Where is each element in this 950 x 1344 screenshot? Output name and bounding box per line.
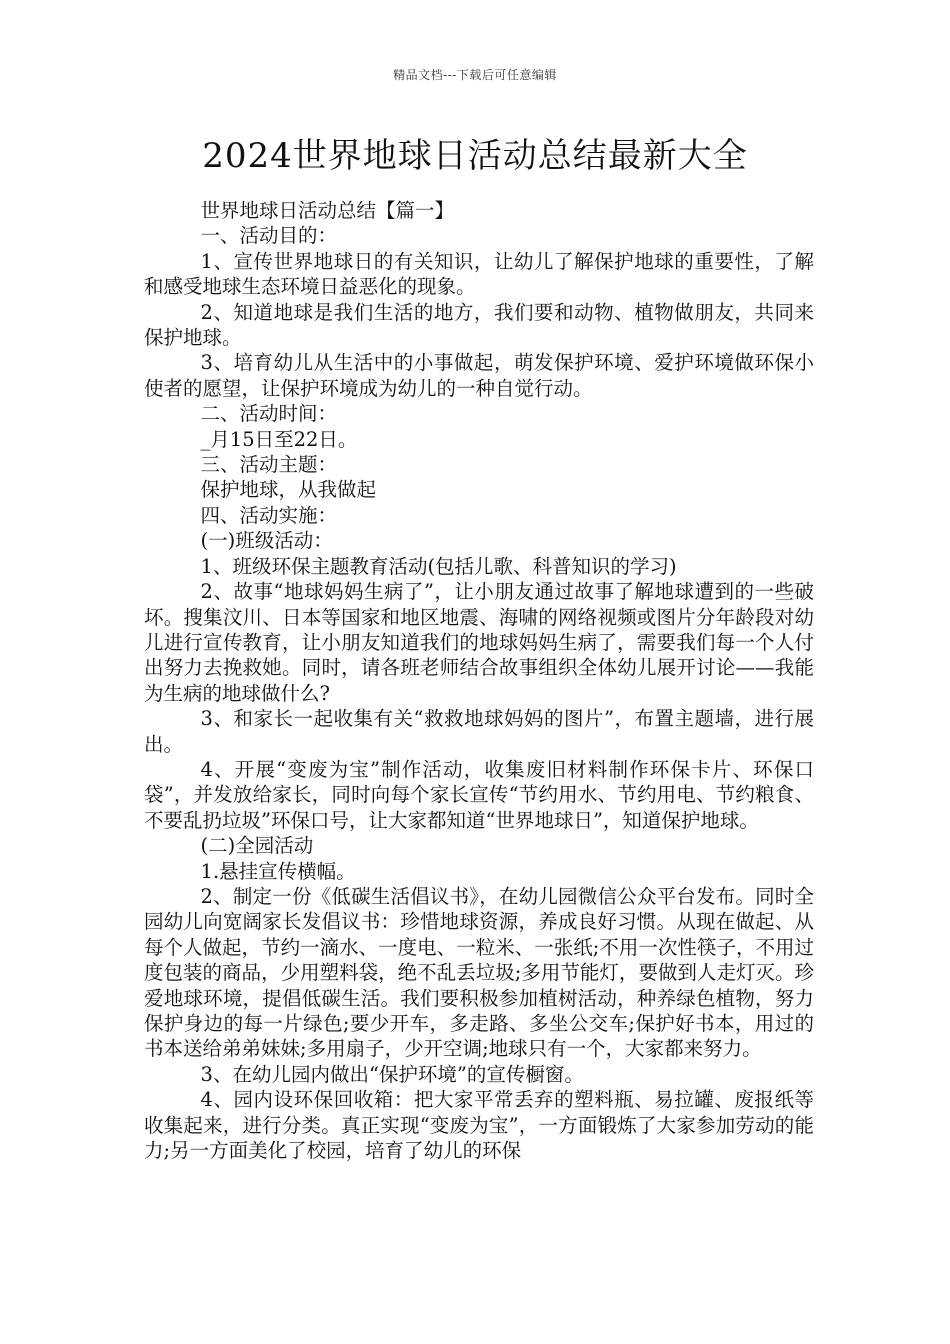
page-header-note: 精品文档---下载后可任意编辑	[393, 68, 557, 82]
subheading-school-activities: (二)全园活动	[200, 834, 314, 858]
paragraph: 1、宣传世界地球日的有关知识，让幼儿了解保护地球的重要性，了解和感受地球生态环境日益恶化的现象。	[144, 249, 814, 299]
paragraph: 2、故事“地球妈妈生病了”，让小朋友通过故事了解地球遭到的一些破坏。搜集汶川、日本等国家和地区地震、海啸的网络视频或图片分年龄段对幼儿进行宣传教育，让小朋友知道我们的地球妈妈生病了，需要我们每一个人付出努力去挽救她。同时，请各班老师结合故事组织全体幼儿展开讨论——我能为生病的地球做什么?	[144, 580, 814, 705]
paragraph: 4、开展“变废为宝”制作活动，收集废旧材料制作环保卡片、环保口袋”，并发放给家长，同时向每个家长宣传“节约用水、节约用电、节约粮食、不要乱扔垃圾”环保口号，让大家都知道“世界地球日”，知道保护地球。	[144, 757, 814, 832]
paragraph: 保护地球，从我做起	[200, 478, 377, 502]
subheading-class-activities: (一)班级活动：	[200, 529, 333, 553]
paragraph: 1、班级环保主题教育活动(包括儿歌、科普知识的学习)	[200, 554, 677, 578]
paragraph: 3、在幼儿园内做出“保护环境”的宣传橱窗。	[200, 1062, 584, 1086]
paragraph: 3、和家长一起收集有关“救救地球妈妈的图片”，布置主题墙，进行展出。	[144, 707, 814, 756]
paragraph: 2、制定一份《低碳生活倡议书》，在幼儿园微信公众平台发布。同时全园幼儿向宽阔家长发倡议书：珍惜地球资源，养成良好习惯。从现在做起、从每个人做起，节约一滴水、一度电、一粒米、一张纸;不用一次性筷子，不用过度包装的商品，少用塑料袋，绝不乱丢垃圾;多用节能灯，要做到人走灯灭。珍爱地球环境，提倡低碳生活。我们要积极参加植树活动，种养绿色植物，努力保护身边的每一片绿色;要少开车，多走路、多坐公交车;保护好书本，用过的书本送给弟弟妹妹;多用扇子，少开空调;地球只有一个，大家都来努力。	[144, 884, 814, 1061]
subheading-theme: 三、活动主题：	[200, 453, 338, 477]
document-title: 2024世界地球日活动总结最新大全	[202, 136, 748, 176]
document-body	[144, 198, 814, 1163]
subheading-implementation: 四、活动实施：	[200, 503, 338, 527]
paragraph: 2、知道地球是我们生活的地方，我们要和动物、植物做朋友，共同来保护地球。	[144, 300, 814, 350]
paragraph: 3、培育幼儿从生活中的小事做起，萌发保护环境、爱护环境做环保小使者的愿望，让保护环境成为幼儿的一种自觉行动。	[144, 351, 814, 400]
paragraph: 4、园内设环保回收箱：把大家平常丢弃的塑料瓶、易拉罐、废报纸等收集起来，进行分类。真正实现“变废为宝”，一方面锻炼了大家参加劳动的能力;另一方面美化了校园，培育了幼儿的环保	[144, 1088, 814, 1163]
subheading-purpose: 一、活动目的：	[200, 224, 338, 248]
paragraph: _月15日至22日。	[200, 427, 358, 451]
subheading-time: 二、活动时间：	[200, 402, 338, 426]
section-heading: 世界地球日活动总结【篇一】	[200, 199, 455, 222]
paragraph: 1.悬挂宣传横幅。	[200, 859, 356, 883]
